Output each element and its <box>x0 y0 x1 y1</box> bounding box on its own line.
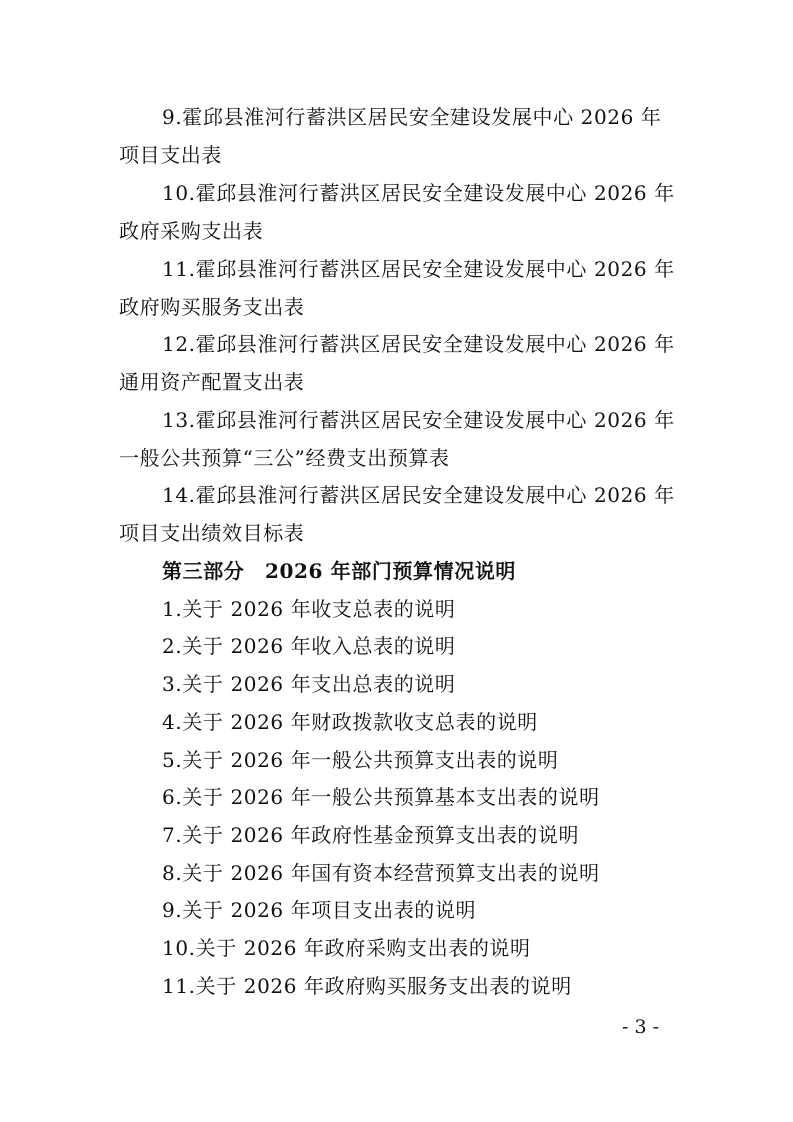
page-number: - 3 - <box>622 1016 660 1038</box>
toc-item-9-line1: 9.霍邱县淮河行蓄洪区居民安全建设发展中心 2026 年 <box>162 105 662 129</box>
toc-item-10-line2: 政府采购支出表 <box>119 219 264 243</box>
part3-item-3: 3.关于 2026 年支出总表的说明 <box>162 672 456 696</box>
toc-item-14-line1: 14.霍邱县淮河行蓄洪区居民安全建设发展中心 2026 年 <box>162 483 675 507</box>
toc-item-11-line2: 政府购买服务支出表 <box>119 295 305 319</box>
toc-item-9-line2: 项目支出表 <box>119 143 222 167</box>
part3-item-10: 10.关于 2026 年政府采购支出表的说明 <box>162 936 531 960</box>
part3-item-4: 4.关于 2026 年财政拨款收支总表的说明 <box>162 710 538 734</box>
part3-item-7: 7.关于 2026 年政府性基金预算支出表的说明 <box>162 823 580 847</box>
part3-item-8: 8.关于 2026 年国有资本经营预算支出表的说明 <box>162 861 600 885</box>
part3-item-5: 5.关于 2026 年一般公共预算支出表的说明 <box>162 748 559 772</box>
toc-item-14-line2: 项目支出绩效目标表 <box>119 521 305 545</box>
part3-item-2: 2.关于 2026 年收入总表的说明 <box>162 634 456 658</box>
toc-item-13-line1: 13.霍邱县淮河行蓄洪区居民安全建设发展中心 2026 年 <box>162 408 675 432</box>
toc-item-12-line1: 12.霍邱县淮河行蓄洪区居民安全建设发展中心 2026 年 <box>162 332 675 356</box>
toc-item-10-line1: 10.霍邱县淮河行蓄洪区居民安全建设发展中心 2026 年 <box>162 181 675 205</box>
toc-item-13-line2: 一般公共预算“三公”经费支出预算表 <box>119 446 450 470</box>
part3-heading: 第三部分 2026 年部门预算情况说明 <box>162 559 517 583</box>
part3-item-11: 11.关于 2026 年政府购买服务支出表的说明 <box>162 974 572 998</box>
toc-item-12-line2: 通用资产配置支出表 <box>119 370 305 394</box>
part3-item-1: 1.关于 2026 年收支总表的说明 <box>162 597 456 621</box>
part3-item-6: 6.关于 2026 年一般公共预算基本支出表的说明 <box>162 785 600 809</box>
part3-item-9: 9.关于 2026 年项目支出表的说明 <box>162 898 477 922</box>
toc-item-11-line1: 11.霍邱县淮河行蓄洪区居民安全建设发展中心 2026 年 <box>162 257 675 281</box>
